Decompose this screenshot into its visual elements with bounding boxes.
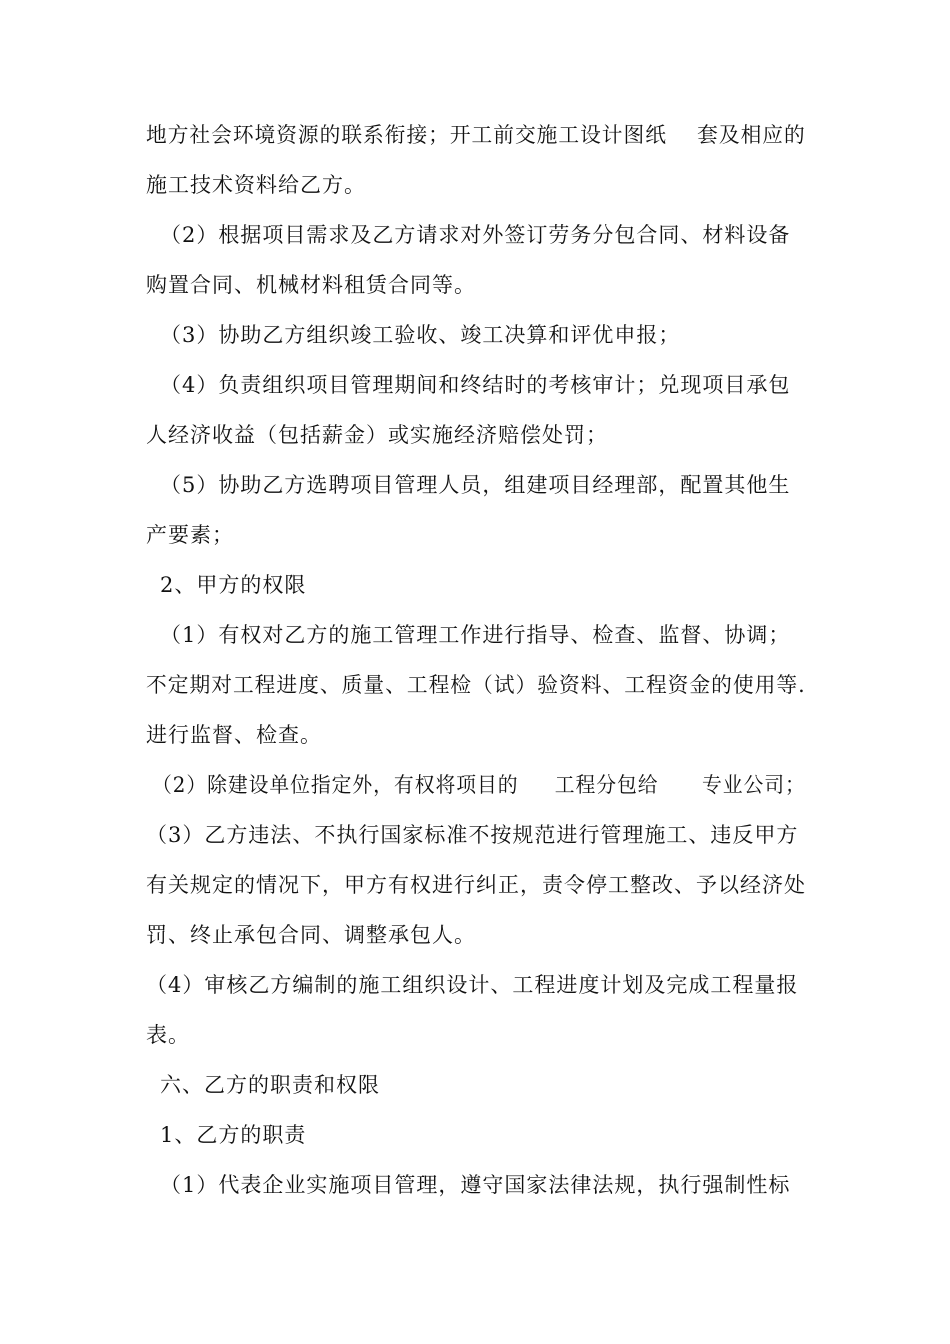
- text-line: （2）除建设单位指定外，有权将项目的 工程分包给 专业公司；: [152, 773, 806, 797]
- text-line: 有关规定的情况下，甲方有权进行纠正，责令停工整改、予以经济处: [146, 873, 806, 897]
- text-line: （5）协助乙方选聘项目管理人员，组建项目经理部，配置其他生: [160, 473, 791, 497]
- text-line: （1）有权对乙方的施工管理工作进行指导、检查、监督、协调；: [160, 623, 791, 647]
- text-line: （1）代表企业实施项目管理，遵守国家法律法规，执行强制性标: [160, 1173, 791, 1197]
- text-line: 表。: [146, 1023, 190, 1047]
- text-line: 产要素；: [146, 523, 234, 547]
- text-line: （4）审核乙方编制的施工组织设计、工程进度计划及完成工程量报: [146, 973, 799, 997]
- text-line: 购置合同、机械材料租赁合同等。: [146, 273, 476, 297]
- text-line: 罚、终止承包合同、调整承包人。: [146, 923, 476, 947]
- text-line: 施工技术资料给乙方。: [146, 173, 366, 197]
- text-line: （3）乙方违法、不执行国家标准不按规范进行管理施工、违反甲方: [146, 823, 799, 847]
- section-heading: 六、乙方的职责和权限: [160, 1073, 380, 1097]
- text-line: （4）负责组织项目管理期间和终结时的考核审计；兑现项目承包: [160, 373, 791, 397]
- text-line: 不定期对工程进度、质量、工程检（试）验资料、工程资金的使用等.: [146, 673, 806, 697]
- text-line: 进行监督、检查。: [146, 723, 322, 747]
- text-line: 地方社会环境资源的联系衔接；开工前交施工设计图纸 套及相应的: [146, 123, 806, 147]
- text-line: （2）根据项目需求及乙方请求对外签订劳务分包合同、材料设备: [160, 223, 791, 247]
- section-heading: 1、乙方的职责: [160, 1123, 307, 1147]
- section-heading: 2、甲方的权限: [160, 573, 307, 597]
- text-line: （3）协助乙方组织竣工验收、竣工决算和评优申报；: [160, 323, 681, 347]
- text-line: 人经济收益（包括薪金）或实施经济赔偿处罚；: [146, 423, 608, 447]
